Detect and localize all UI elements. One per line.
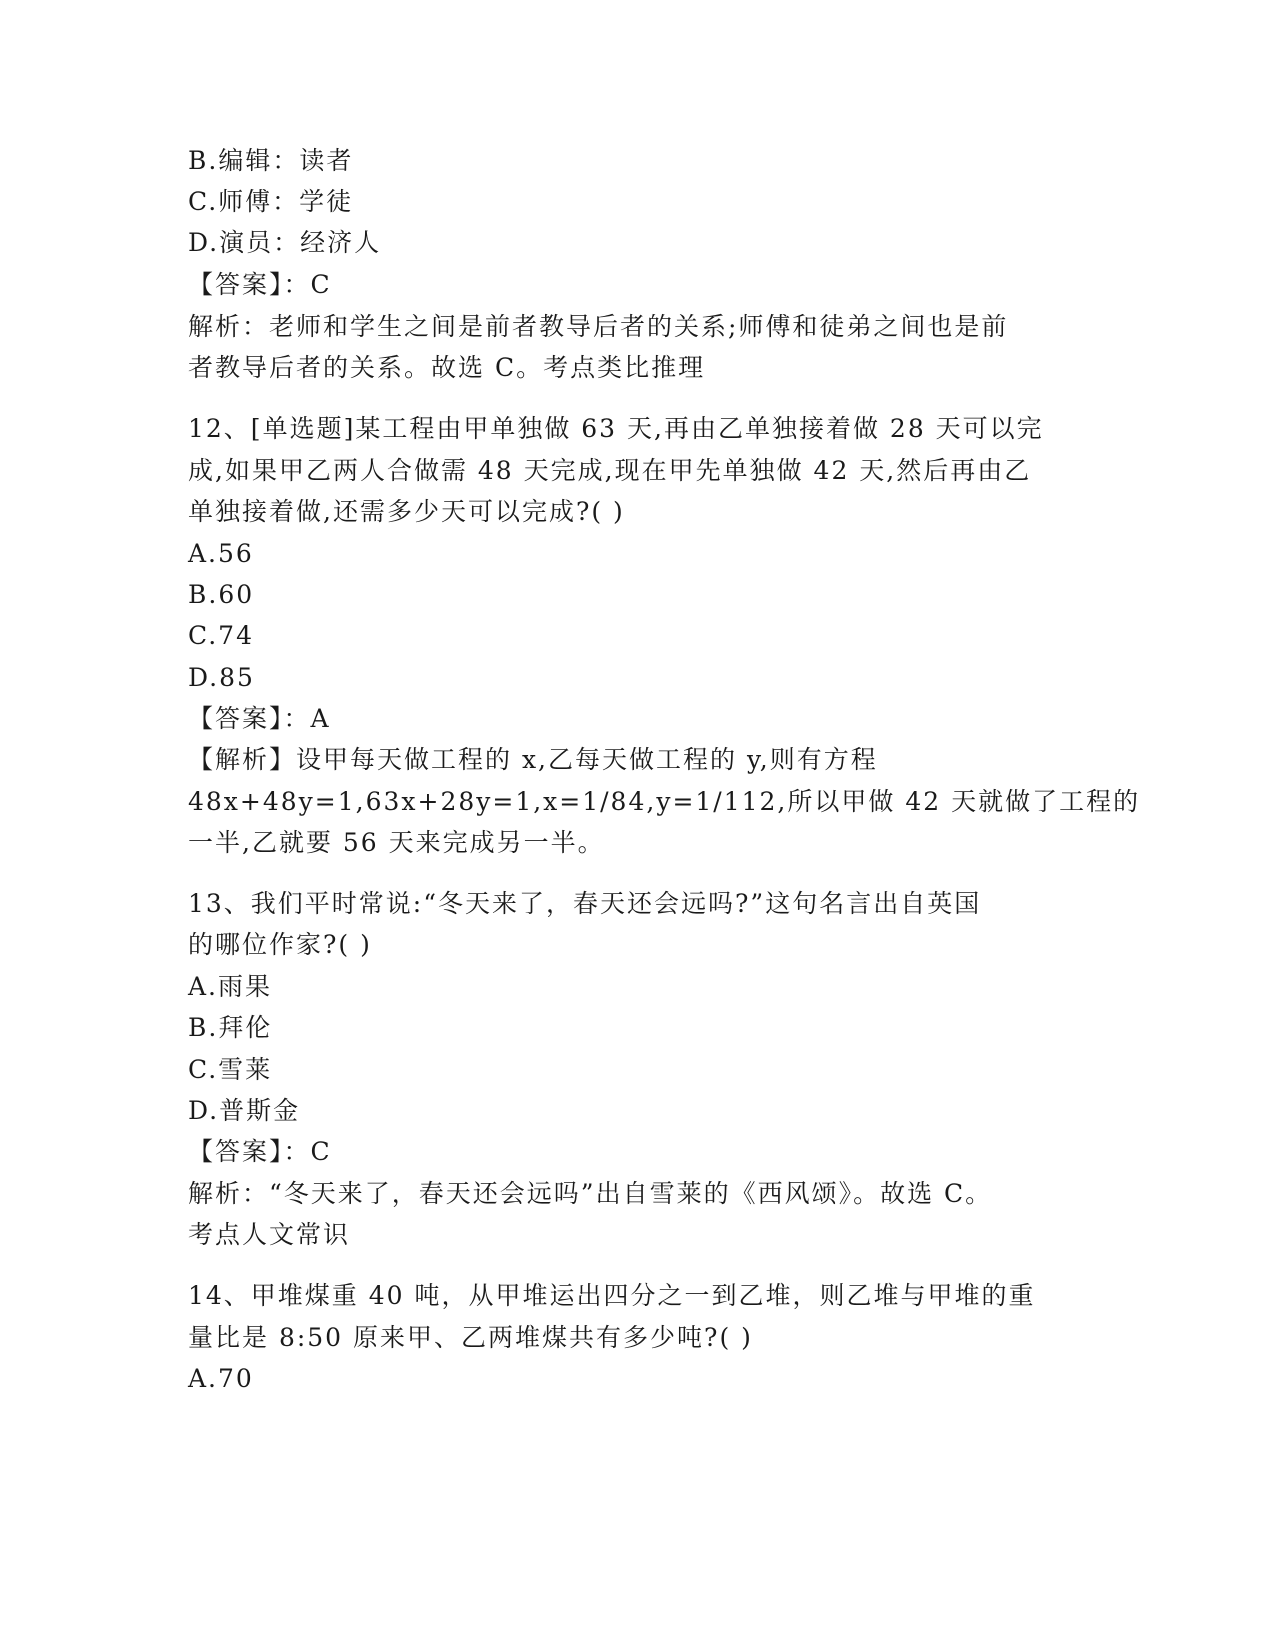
option-b: B.拜伦 — [188, 1013, 273, 1042]
answer-line: 【答案】：C — [188, 1137, 332, 1166]
answer-line: 【答案】：C — [188, 270, 332, 299]
option-c: C.雪莱 — [188, 1055, 273, 1084]
answer-line: 【答案】：A — [188, 704, 331, 733]
option-d: D.演员：经济人 — [188, 228, 382, 257]
question-12-stem: 12、[单选题]某工程由甲单独做 63 天,再由乙单独接着做 28 天可以完 — [188, 414, 1044, 443]
question-14-stem: 量比是 8:50 原来甲、乙两堆煤共有多少吨?( ) — [188, 1323, 753, 1352]
option-b: B.编辑：读者 — [188, 146, 354, 175]
option-d: D.普斯金 — [188, 1096, 301, 1125]
question-12-stem: 成,如果甲乙两人合做需 48 天完成,现在甲先单独做 42 天,然后再由乙 — [188, 456, 1032, 485]
option-a: A.70 — [188, 1364, 254, 1393]
option-c: C.师傅：学徒 — [188, 187, 354, 216]
option-c: C.74 — [188, 621, 254, 650]
question-14-stem: 14、甲堆煤重 40 吨，从甲堆运出四分之一到乙堆，则乙堆与甲堆的重 — [188, 1281, 1036, 1310]
option-b: B.60 — [188, 580, 255, 609]
question-13-stem: 13、我们平时常说:“冬天来了，春天还会远吗?”这句名言出自英国 — [188, 889, 982, 918]
option-a: A.雨果 — [188, 972, 273, 1001]
analysis-line: 48x+48y=1,63x+28y=1,x=1/84,y=1/112,所以甲做 42 天就做了工程的 — [188, 787, 1141, 816]
question-13-stem: 的哪位作家?( ) — [188, 930, 372, 959]
option-d: D.85 — [188, 663, 255, 692]
analysis-line: 【解析】设甲每天做工程的 x,乙每天做工程的 y,则有方程 — [188, 745, 878, 774]
analysis-line: 者教导后者的关系。故选 C。考点类比推理 — [188, 353, 706, 382]
analysis-line: 考点人文常识 — [188, 1220, 351, 1249]
analysis-line: 解析：老师和学生之间是前者教导后者的关系;师傅和徒弟之间也是前 — [188, 312, 1009, 341]
option-a: A.56 — [188, 539, 254, 568]
analysis-line: 解析：“冬天来了，春天还会远吗”出自雪莱的《西风颂》。故选 C。 — [188, 1179, 993, 1208]
question-12-stem: 单独接着做,还需多少天可以完成?( ) — [188, 497, 625, 526]
analysis-line: 一半,乙就要 56 天来完成另一半。 — [188, 828, 605, 857]
